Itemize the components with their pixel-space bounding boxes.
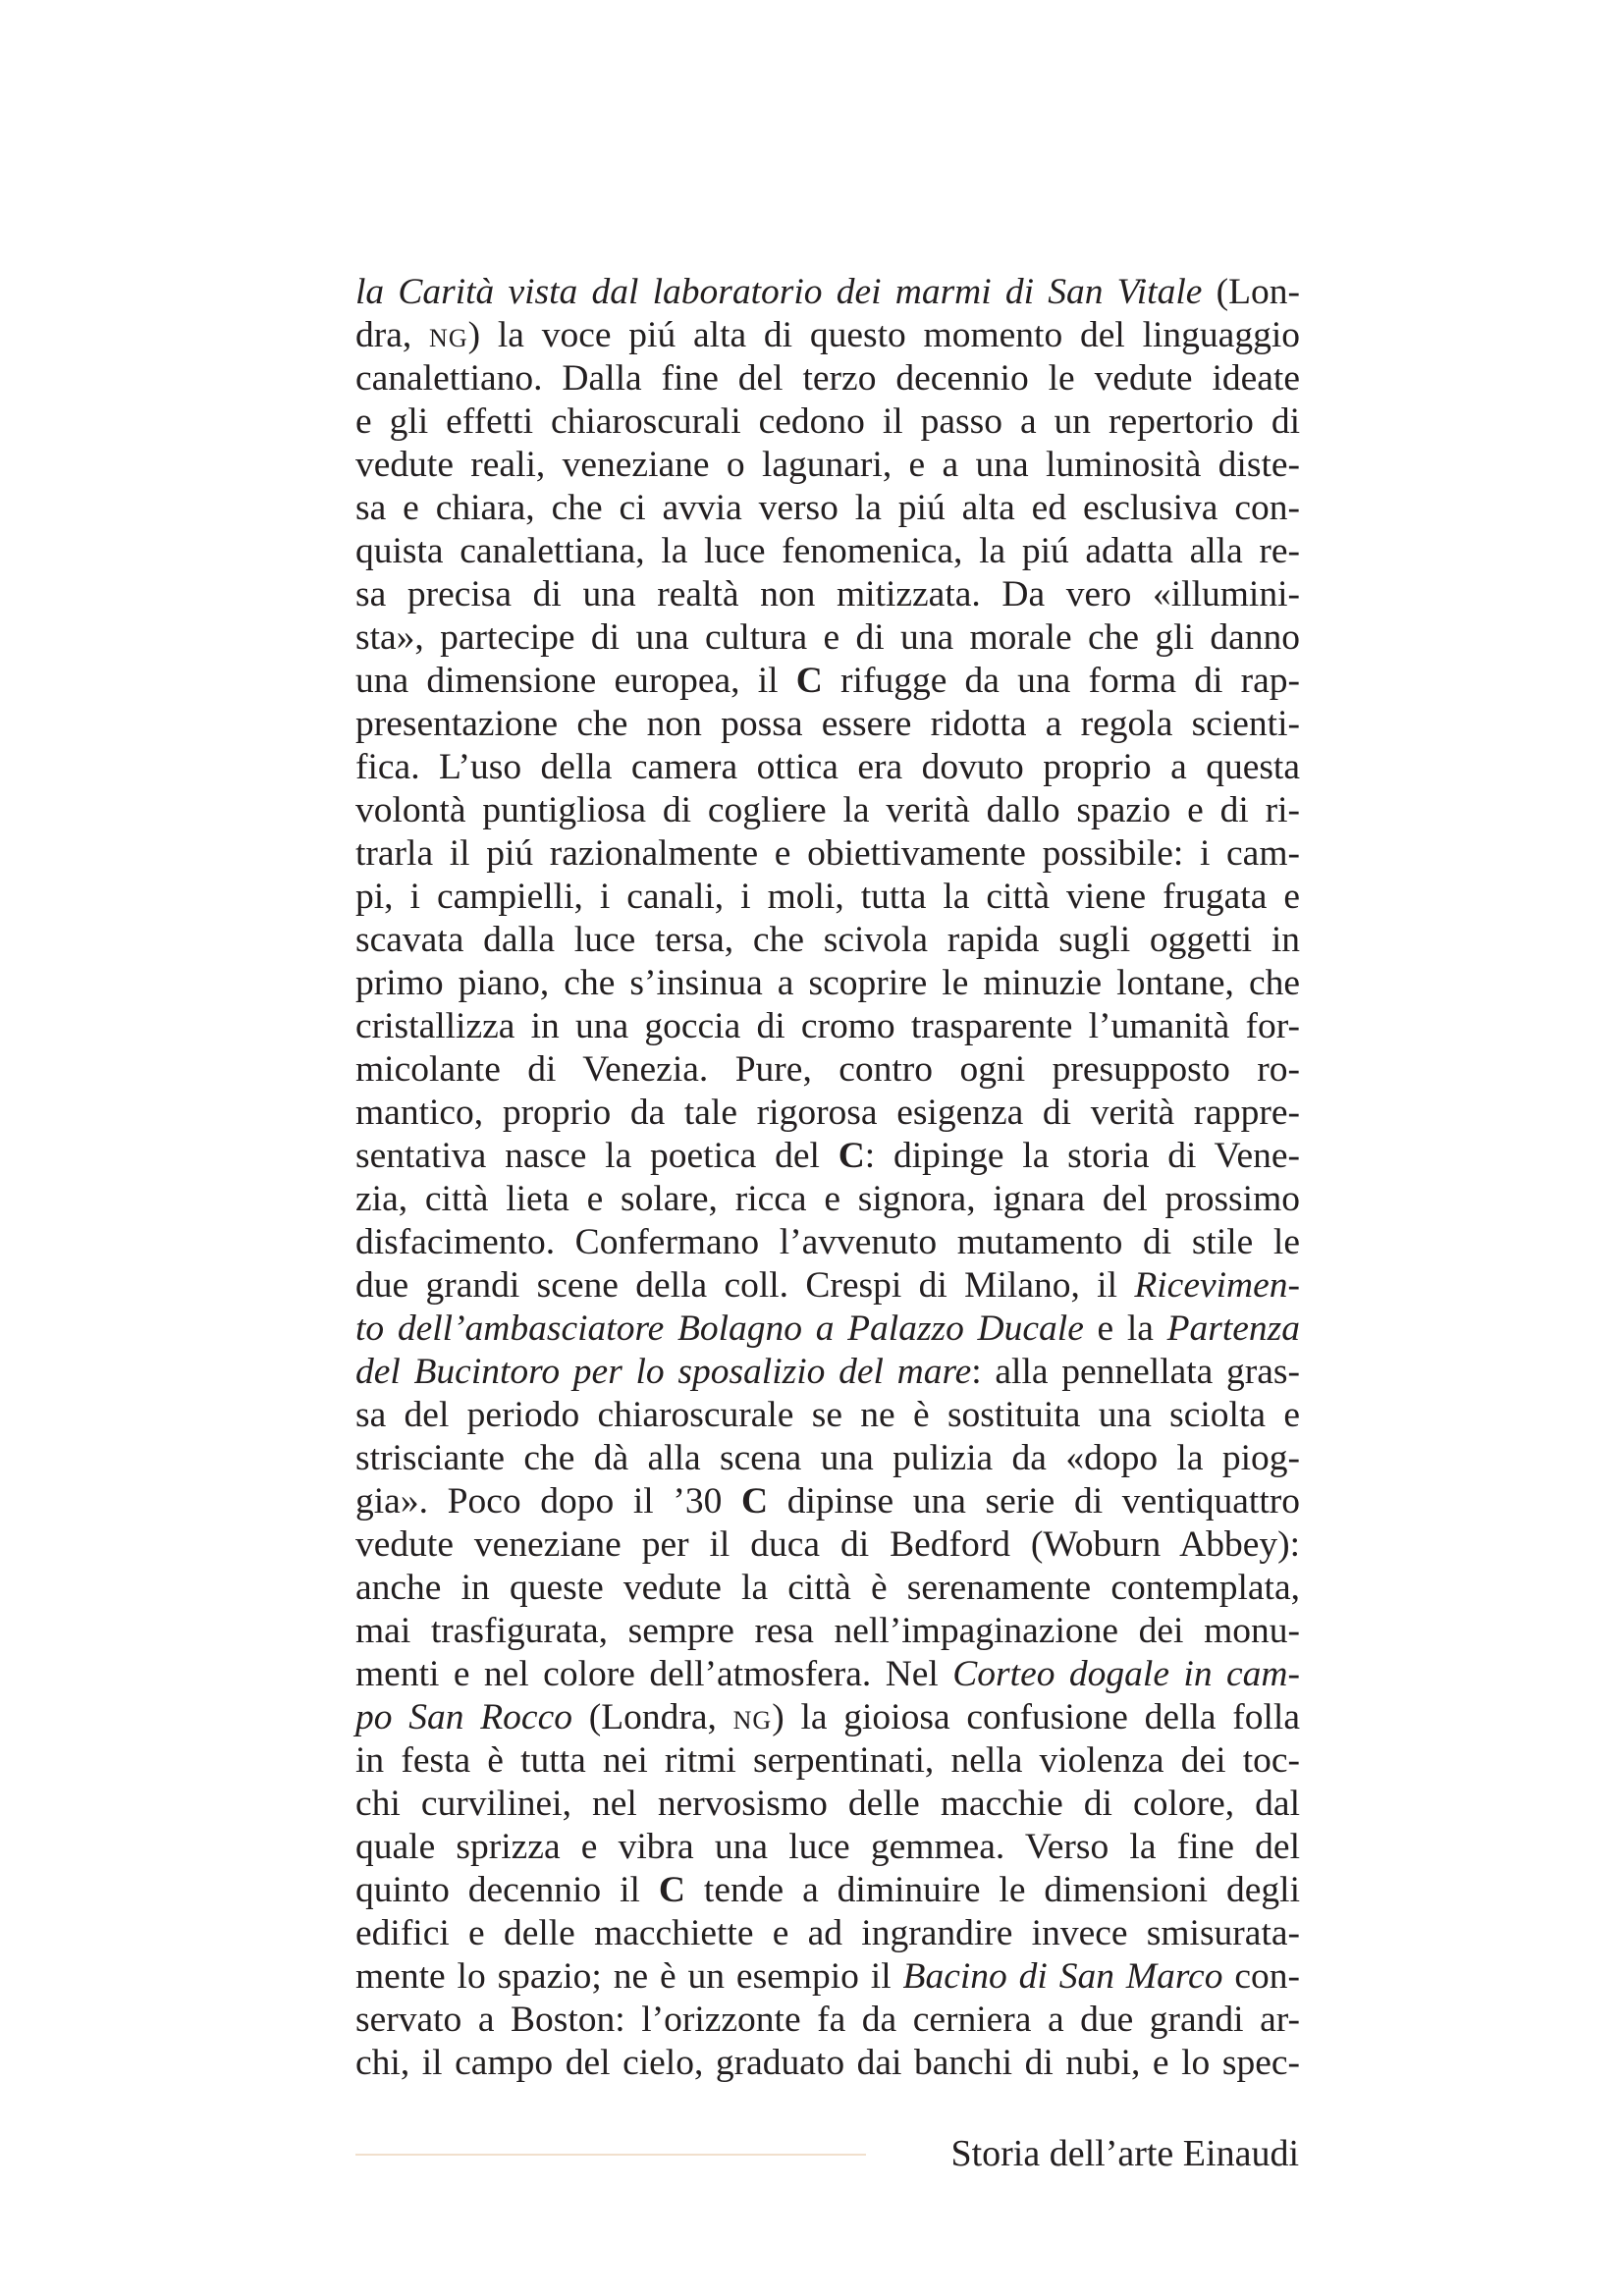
text-segment: ) la gioiosa confusione della folla xyxy=(772,1697,1300,1737)
text-line xyxy=(355,1783,1300,1826)
text-segment: ) la voce piú alta di questo momento del linguaggio xyxy=(467,315,1300,355)
text-line xyxy=(355,876,1300,919)
text-line xyxy=(355,1308,1300,1351)
text-line xyxy=(355,1567,1300,1610)
text-segment: pi, i campielli, i canali, i moli, tutta la città viene frugata e xyxy=(355,877,1300,917)
text-segment: sa del periodo chiaroscurale se ne è sostituita una sciolta e xyxy=(355,1395,1300,1435)
text-line xyxy=(355,1048,1300,1092)
text-line xyxy=(355,530,1300,573)
text-segment: e gli effetti chiaroscurali cedono il passo a un repertorio di xyxy=(355,401,1300,442)
text-segment: sta», partecipe di una cultura e di una morale che gli danno xyxy=(355,617,1300,658)
text-line xyxy=(355,444,1300,487)
text-segment: e la xyxy=(1083,1308,1167,1349)
footer-rule xyxy=(355,2154,866,2156)
text-segment: canalettiano. Dalla fine del terzo decennio le vedute ideate xyxy=(355,358,1300,399)
text-segment: dipinse una serie di ventiquattro xyxy=(768,1481,1300,1522)
text-segment: Partenza xyxy=(1166,1308,1300,1349)
text-line xyxy=(355,1178,1300,1221)
text-segment: micolante di Venezia. Pure, contro ogni presupposto ro- xyxy=(355,1049,1300,1090)
text-line xyxy=(355,1610,1300,1653)
text-line xyxy=(355,1999,1300,2042)
text-segment: rifugge da una forma di rap- xyxy=(822,661,1300,701)
text-segment: : alla pennellata gras- xyxy=(971,1352,1300,1392)
text-line xyxy=(355,1696,1300,1739)
text-line xyxy=(355,357,1300,400)
text-segment: sa e chiara, che ci avvia verso la piú alta ed esclusiva con- xyxy=(355,488,1300,528)
text-line xyxy=(355,746,1300,789)
text-segment: quale sprizza e vibra una luce gemmea. Verso la fine del xyxy=(355,1827,1300,1867)
text-segment: scavata dalla luce tersa, che scivola rapida sugli oggetti in xyxy=(355,920,1300,960)
text-line xyxy=(355,1351,1300,1394)
text-segment: fica. L’uso della camera ottica era dovuto proprio a questa xyxy=(355,747,1300,787)
text-line xyxy=(355,1826,1300,1869)
text-segment: mente lo spazio; ne è un esempio il xyxy=(355,1956,903,1997)
text-segment: Corteo dogale in cam- xyxy=(952,1654,1300,1694)
text-segment: servato a Boston: l’orizzonte fa da cerniera a due grandi ar- xyxy=(355,2000,1300,2040)
text-line xyxy=(355,919,1300,962)
text-line xyxy=(355,789,1300,832)
text-segment: disfacimento. Confermano l’avvenuto mutamento di stile le xyxy=(355,1222,1300,1262)
text-segment: trarla il piú razionalmente e obiettivamente possibile: i cam- xyxy=(355,833,1300,874)
text-segment: dra, xyxy=(355,315,430,355)
text-segment: chi curvilinei, nel nervosismo delle macchie di colore, dal xyxy=(355,1784,1300,1824)
text-segment: in festa è tutta nei ritmi serpentinati, nella violenza dei toc- xyxy=(355,1740,1300,1781)
text-segment: con- xyxy=(1222,1956,1300,1997)
text-segment: quista canalettiana, la luce fenomenica, la piú adatta alla re- xyxy=(355,531,1300,571)
text-segment: po San Rocco xyxy=(355,1697,572,1737)
text-segment: menti e nel colore dell’atmosfera. Nel xyxy=(355,1654,953,1694)
text-segment: una dimensione europea, il xyxy=(355,661,796,701)
text-line xyxy=(355,271,1300,314)
text-line xyxy=(355,1955,1300,1999)
text-segment: sa precisa di una realtà non mitizzata. Da vero «illumini- xyxy=(355,574,1300,614)
text-segment: C xyxy=(658,1870,685,1910)
text-segment: gia». Poco dopo il ’30 xyxy=(355,1481,742,1522)
text-line xyxy=(355,616,1300,660)
text-line xyxy=(355,2042,1300,2085)
text-line xyxy=(355,1437,1300,1480)
text-segment: strisciante che dà alla scena una pulizia da «dopo la piog- xyxy=(355,1438,1300,1478)
text-segment: Bacino di San Marco xyxy=(902,1956,1223,1997)
text-line xyxy=(355,314,1300,357)
text-segment: due grandi scene della coll. Crespi di Milano, il xyxy=(355,1265,1135,1306)
text-segment: edifici e delle macchiette e ad ingrandire invece smisurata- xyxy=(355,1913,1300,1953)
text-segment: C xyxy=(741,1481,769,1522)
text-line xyxy=(355,1005,1300,1048)
text-segment: anche in queste vedute la città è serenamente contemplata, xyxy=(355,1568,1300,1608)
text-line xyxy=(355,703,1300,746)
text-segment: del Bucintoro per lo sposalizio del mare xyxy=(355,1352,972,1392)
text-line xyxy=(355,1653,1300,1696)
footer-title: Storia dell’arte Einaudi xyxy=(950,2133,1299,2174)
text-segment: vedute veneziane per il duca di Bedford (Woburn Abbey): xyxy=(355,1524,1300,1565)
text-segment: NG xyxy=(732,1706,773,1735)
text-segment: tende a diminuire le dimensioni degli xyxy=(684,1870,1301,1910)
text-segment: NG xyxy=(429,324,468,352)
text-line xyxy=(355,1739,1300,1783)
text-segment: (Londra, xyxy=(571,1697,733,1737)
text-segment: cristallizza in una goccia di cromo trasparente l’umanità for- xyxy=(355,1006,1300,1046)
text-segment: C xyxy=(795,661,823,701)
text-line xyxy=(355,573,1300,616)
text-line xyxy=(355,1221,1300,1264)
text-line xyxy=(355,1394,1300,1437)
body-text xyxy=(355,271,1300,2085)
text-line xyxy=(355,1523,1300,1567)
text-segment: presentazione che non possa essere ridotta a regola scienti- xyxy=(355,704,1300,744)
text-segment: volontà puntigliosa di cogliere la verità dallo spazio e di ri- xyxy=(355,790,1300,830)
text-segment: la Carità vista dal laboratorio dei marmi di San Vitale xyxy=(355,272,1203,312)
text-line xyxy=(355,1135,1300,1178)
text-line xyxy=(355,660,1300,703)
text-line xyxy=(355,1264,1300,1308)
text-segment: (Lon- xyxy=(1202,272,1300,312)
text-segment: mantico, proprio da tale rigorosa esigenza di verità rappre- xyxy=(355,1093,1300,1133)
text-line xyxy=(355,1912,1300,1955)
text-line xyxy=(355,487,1300,530)
text-segment: primo piano, che s’insinua a scoprire le minuzie lontane, che xyxy=(355,963,1300,1003)
text-segment: : dipinge la storia di Vene- xyxy=(864,1136,1300,1176)
text-segment: quinto decennio il xyxy=(355,1870,659,1910)
text-segment: mai trasfigurata, sempre resa nell’impaginazione dei monu- xyxy=(355,1611,1300,1651)
text-segment: chi, il campo del cielo, graduato dai banchi di nubi, e lo spec- xyxy=(355,2043,1300,2083)
text-segment: sentativa nasce la poetica del xyxy=(355,1136,839,1176)
text-segment: to dell’ambasciatore Bolagno a Palazzo Ducale xyxy=(355,1308,1084,1349)
text-line xyxy=(355,962,1300,1005)
text-segment: vedute reali, veneziane o lagunari, e a una luminosità diste- xyxy=(355,445,1300,485)
text-segment: Ricevimen- xyxy=(1134,1265,1300,1306)
text-line xyxy=(355,832,1300,876)
text-segment: zia, città lieta e solare, ricca e signora, ignara del prossimo xyxy=(355,1179,1300,1219)
text-line xyxy=(355,1092,1300,1135)
text-line xyxy=(355,1480,1300,1523)
text-line xyxy=(355,1869,1300,1912)
text-segment: C xyxy=(838,1136,865,1176)
text-line xyxy=(355,400,1300,444)
